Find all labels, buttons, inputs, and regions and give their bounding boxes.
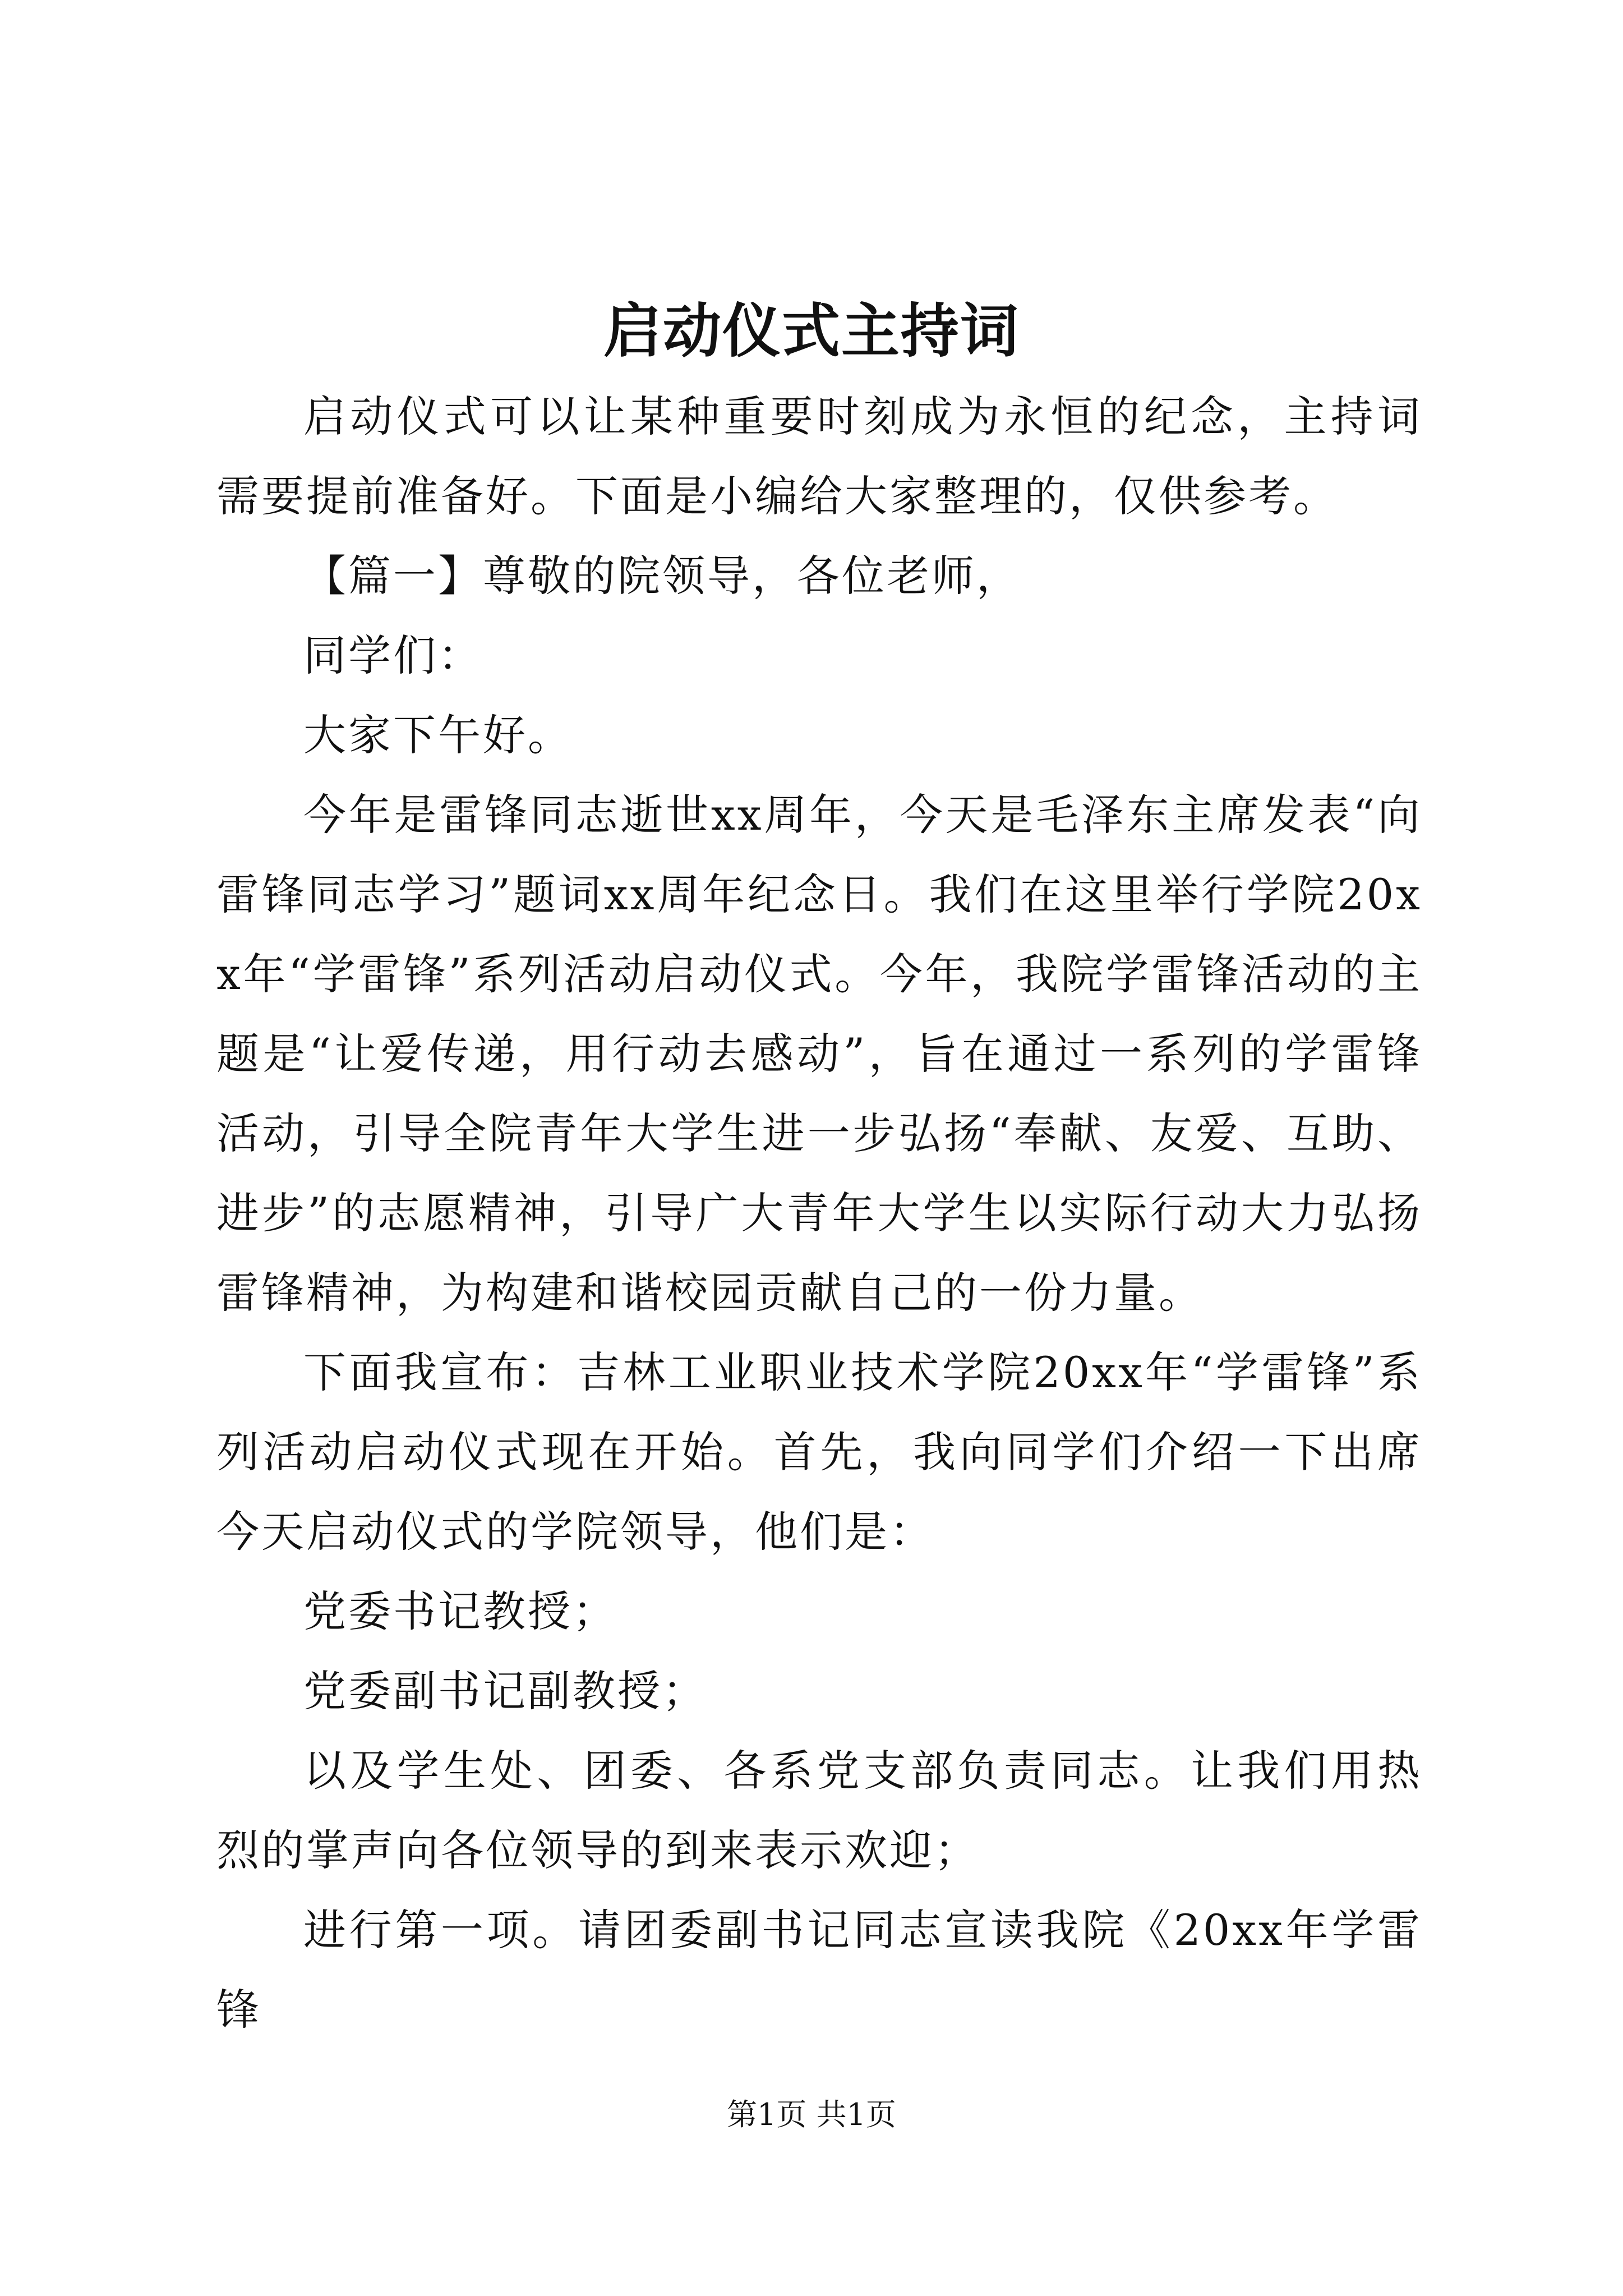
document-title: 启动仪式主持词 (603, 296, 1020, 365)
paragraph-leader-1: 党委书记教授； (303, 1586, 617, 1636)
paragraph-intro: 启动仪式可以让某种重要时刻成为永恒的纪念，主持词需要提前准备好。下面是小编给大家整理的，仅供参考。 (216, 392, 1422, 521)
document-body (216, 377, 1422, 2050)
paragraph-announcement: 下面我宣布：吉林工业职业技术学院20xx年“学雷锋”系列活动启动仪式现在开始。首先，我向同学们介绍一下出席今天启动仪式的学院领导，他们是： (216, 1347, 1422, 1557)
paragraph-salutation: 【篇一】尊敬的院领导，各位老师， (303, 551, 1021, 601)
page-footer: 第1页 共1页 (727, 2097, 896, 2132)
paragraph-leader-2: 党委副书记副教授； (303, 1666, 707, 1716)
paragraph-greeting: 大家下午好。 (303, 710, 573, 760)
paragraph-background: 今年是雷锋同志逝世xx周年，今天是毛泽东主席发表“向雷锋同志学习”题词xx周年纪念日。我们在这里举行学院20xx年“学雷锋”系列活动启动仪式。今年，我院学雷锋活动的主题是“让爱传递，用行动去感动”，旨在通过一系列的学雷锋活动，引导全院青年大学生进一步弘扬“奉献、友爱、互助、进步”的志愿精神，引导广大青年大学生以实际行动大力弘扬雷锋精神，为构建和谐校园贡献自己的一份力量。 (216, 790, 1422, 1318)
paragraph-students: 同学们： (303, 631, 483, 680)
paragraph-first-item: 进行第一项。请团委副书记同志宣读我院《20xx年学雷锋 (216, 1905, 1422, 2035)
paragraph-welcome: 以及学生处、团委、各系党支部负责同志。让我们用热烈的掌声向各位领导的到来表示欢迎； (216, 1746, 1422, 1875)
